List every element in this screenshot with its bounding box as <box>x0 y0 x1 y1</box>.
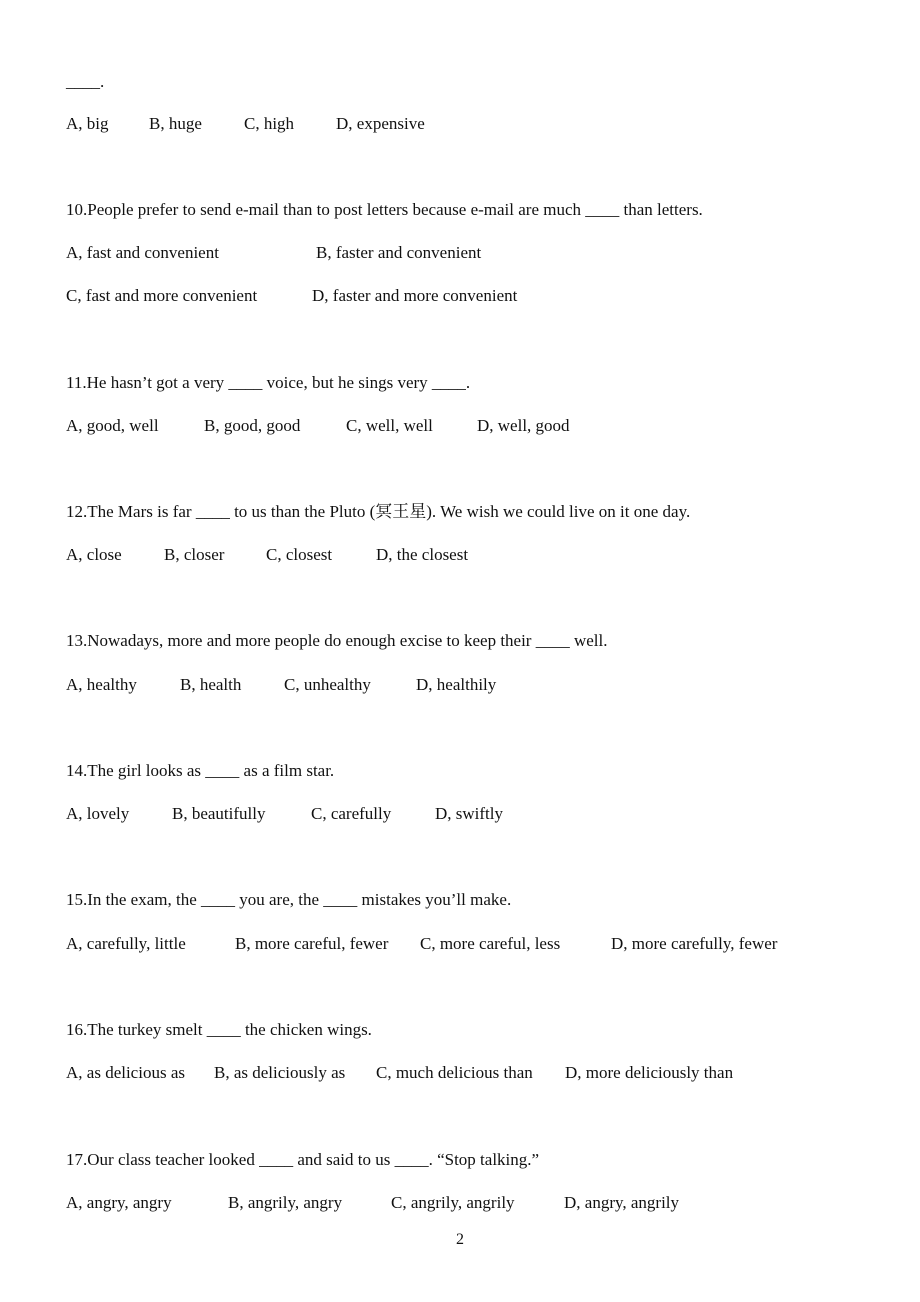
option-b: B, faster and convenient <box>316 243 482 262</box>
option-a: A, angry, angry <box>66 1193 172 1212</box>
option-a: A, good, well <box>66 416 159 435</box>
page-number: 2 <box>456 1231 464 1248</box>
question-10-text: 10.People prefer to send e-mail than to post letters because e-mail are much ____ than letters. <box>66 200 703 219</box>
option-d: D, expensive <box>336 114 425 133</box>
option-b: B, closer <box>164 545 225 564</box>
option-c: C, well, well <box>346 416 433 435</box>
option-b: B, beautifully <box>172 804 266 823</box>
option-c: C, carefully <box>311 804 392 823</box>
option-d: D, swiftly <box>435 804 503 823</box>
option-b: B, angrily, angry <box>228 1193 343 1212</box>
option-c: C, high <box>244 114 295 133</box>
option-b: B, more careful, fewer <box>235 934 389 953</box>
option-c: C, angrily, angrily <box>391 1193 515 1212</box>
option-b: B, as deliciously as <box>214 1063 346 1082</box>
option-c: C, much delicious than <box>376 1063 533 1082</box>
option-c: C, unhealthy <box>284 675 371 694</box>
question-15-text: 15.In the exam, the ____ you are, the ____ mistakes you’ll make. <box>66 890 512 909</box>
question-9-tail: ____. <box>66 72 105 91</box>
option-d: D, healthily <box>416 675 497 694</box>
option-d: D, more carefully, fewer <box>611 934 778 953</box>
option-c: C, closest <box>266 545 333 564</box>
option-a: A, close <box>66 545 122 564</box>
option-d: D, faster and more convenient <box>312 286 518 305</box>
option-d: D, angry, angrily <box>564 1193 680 1212</box>
question-17-text: 17.Our class teacher looked ____ and said to us ____. “Stop talking.” <box>66 1150 540 1169</box>
option-a: A, healthy <box>66 675 137 694</box>
option-a: A, fast and convenient <box>66 243 219 262</box>
option-b: B, huge <box>149 114 202 133</box>
option-c: C, fast and more convenient <box>66 286 258 305</box>
question-14-text: 14.The girl looks as ____ as a film star. <box>66 761 335 780</box>
option-d: D, the closest <box>376 545 469 564</box>
question-12-text: 12.The Mars is far ____ to us than the Pluto (冥王星). We wish we could live on it one day. <box>66 502 691 521</box>
option-d: D, well, good <box>477 416 570 435</box>
option-a: A, carefully, little <box>66 934 186 953</box>
question-13-text: 13.Nowadays, more and more people do enough excise to keep their ____ well. <box>66 631 608 650</box>
option-a: A, as delicious as <box>66 1063 185 1082</box>
question-11-text: 11.He hasn’t got a very ____ voice, but he sings very ____. <box>66 373 471 392</box>
option-b: B, good, good <box>204 416 301 435</box>
option-a: A, lovely <box>66 804 130 823</box>
question-16-text: 16.The turkey smelt ____ the chicken wings. <box>66 1020 372 1039</box>
option-b: B, health <box>180 675 242 694</box>
option-c: C, more careful, less <box>420 934 561 953</box>
option-a: A, big <box>66 114 109 133</box>
option-d: D, more deliciously than <box>565 1063 734 1082</box>
